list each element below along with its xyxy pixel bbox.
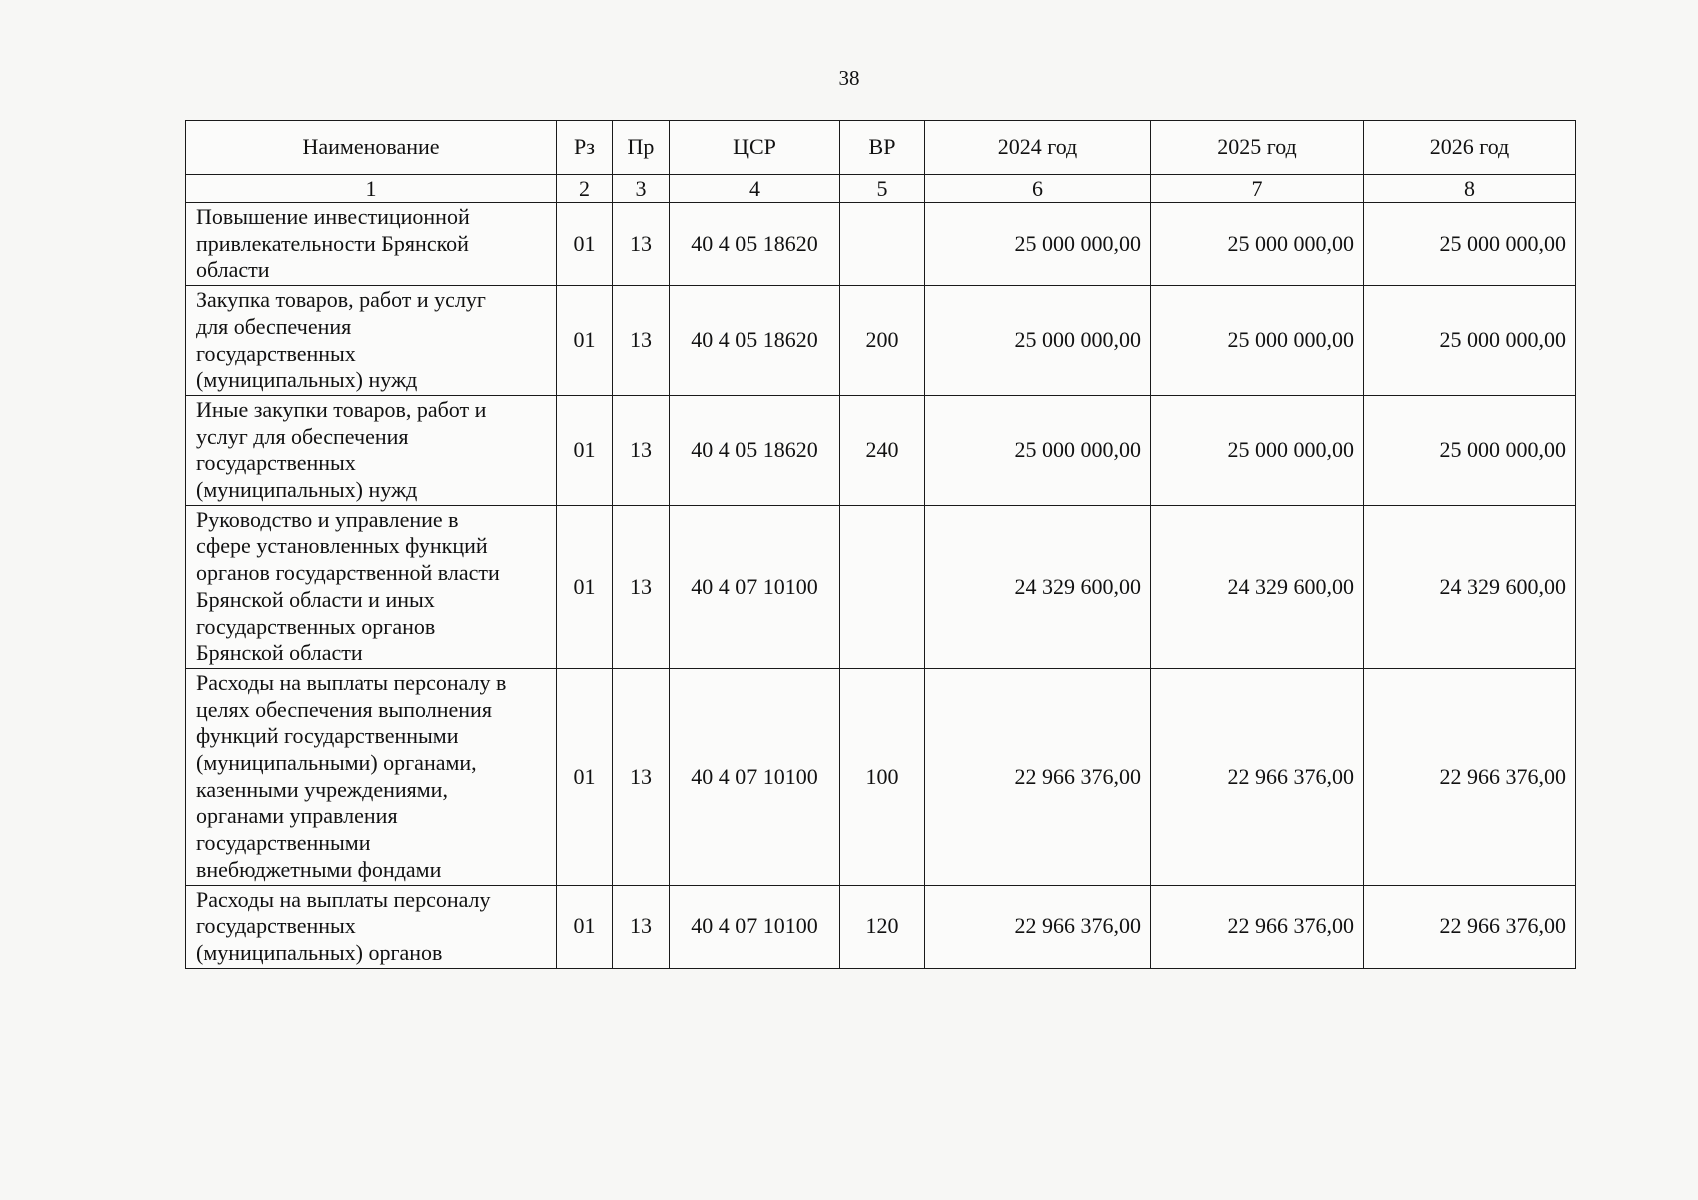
table-row — [186, 505, 1576, 668]
row-name-line: органами управления — [196, 803, 398, 829]
header-2024: 2024 год — [925, 121, 1151, 175]
row-name-line: для обеспечения — [196, 313, 352, 339]
row-rz: 01 — [557, 395, 613, 505]
row-name-line: органов государственной власти — [196, 560, 500, 586]
row-name — [186, 505, 557, 668]
row-rz: 01 — [557, 505, 613, 668]
row-name-line: услуг для обеспечения — [196, 423, 409, 449]
header-rz: Рз — [557, 121, 613, 175]
header-vr: ВР — [840, 121, 925, 175]
row-name-line: Расходы на выплаты персоналу — [196, 886, 491, 912]
column-number: 4 — [670, 175, 840, 203]
row-name-line: Брянской области и иных — [196, 586, 435, 612]
table-row — [186, 203, 1576, 286]
row-vr: 120 — [840, 885, 925, 968]
row-pr: 13 — [613, 885, 670, 968]
row-name-line: государственными — [196, 830, 371, 856]
row-amount-2026: 25 000 000,00 — [1364, 286, 1576, 396]
row-amount-2024: 22 966 376,00 — [925, 885, 1151, 968]
page-number: 38 — [838, 66, 860, 90]
row-rz: 01 — [557, 203, 613, 286]
row-name-line: Повышение инвестиционной — [196, 204, 470, 229]
row-vr — [840, 505, 925, 668]
table-row — [186, 286, 1576, 396]
row-amount-2026: 24 329 600,00 — [1364, 505, 1576, 668]
column-number: 5 — [840, 175, 925, 203]
row-amount-2026: 25 000 000,00 — [1364, 395, 1576, 505]
header-name: Наименование — [186, 121, 557, 175]
row-amount-2024: 25 000 000,00 — [925, 395, 1151, 505]
row-name-line: внебюджетными фондами — [196, 856, 442, 882]
row-csr: 40 4 05 18620 — [670, 395, 840, 505]
row-amount-2025: 24 329 600,00 — [1151, 505, 1364, 668]
row-name-line: привлекательности Брянской — [196, 230, 469, 256]
row-rz: 01 — [557, 885, 613, 968]
row-name-line: Иные закупки товаров, работ и — [196, 396, 487, 422]
row-name — [186, 203, 557, 286]
budget-table — [185, 120, 1576, 969]
row-amount-2024: 25 000 000,00 — [925, 286, 1151, 396]
row-pr: 13 — [613, 505, 670, 668]
column-number-row — [186, 175, 1576, 203]
column-number: 2 — [557, 175, 613, 203]
header-pr: Пр — [613, 121, 670, 175]
column-number: 6 — [925, 175, 1151, 203]
row-name-line: Руководство и управление в — [196, 506, 459, 532]
row-name-line: целях обеспечения выполнения — [196, 696, 492, 722]
row-amount-2024: 24 329 600,00 — [925, 505, 1151, 668]
row-vr: 240 — [840, 395, 925, 505]
column-number: 3 — [613, 175, 670, 203]
row-name — [186, 286, 557, 396]
header-2025: 2025 год — [1151, 121, 1364, 175]
row-vr: 100 — [840, 668, 925, 885]
row-amount-2025: 25 000 000,00 — [1151, 286, 1364, 396]
row-name — [186, 395, 557, 505]
row-name-line: функций государственными — [196, 723, 459, 749]
row-amount-2025: 25 000 000,00 — [1151, 395, 1364, 505]
row-csr: 40 4 07 10100 — [670, 885, 840, 968]
column-number: 8 — [1364, 175, 1576, 203]
row-amount-2026: 22 966 376,00 — [1364, 885, 1576, 968]
row-name-line: Брянской области — [196, 640, 363, 666]
header-csr: ЦСР — [670, 121, 840, 175]
row-name-line: государственных органов — [196, 613, 436, 639]
row-rz: 01 — [557, 668, 613, 885]
row-amount-2024: 22 966 376,00 — [925, 668, 1151, 885]
row-csr: 40 4 05 18620 — [670, 286, 840, 396]
row-name-line: области — [196, 257, 270, 283]
row-pr: 13 — [613, 395, 670, 505]
row-amount-2025: 22 966 376,00 — [1151, 668, 1364, 885]
row-name-line: государственных — [196, 913, 356, 939]
row-amount-2025: 25 000 000,00 — [1151, 203, 1364, 286]
row-pr: 13 — [613, 668, 670, 885]
row-rz: 01 — [557, 286, 613, 396]
row-csr: 40 4 07 10100 — [670, 668, 840, 885]
row-name-line: Расходы на выплаты персоналу в — [196, 669, 507, 695]
row-name-line: (муниципальных) нужд — [196, 477, 418, 503]
row-name-line: (муниципальных) нужд — [196, 367, 418, 393]
row-name-line: (муниципальных) органов — [196, 939, 443, 965]
row-name-line: казенными учреждениями, — [196, 776, 448, 802]
row-name-line: сфере установленных функций — [196, 533, 488, 559]
row-name — [186, 885, 557, 968]
row-name-line: государственных — [196, 340, 356, 366]
row-vr: 200 — [840, 286, 925, 396]
row-amount-2025: 22 966 376,00 — [1151, 885, 1364, 968]
row-pr: 13 — [613, 203, 670, 286]
header-2026: 2026 год — [1364, 121, 1576, 175]
table-row — [186, 395, 1576, 505]
row-csr: 40 4 05 18620 — [670, 203, 840, 286]
column-number: 7 — [1151, 175, 1364, 203]
row-name-line: (муниципальными) органами, — [196, 750, 477, 776]
header-row — [186, 121, 1576, 175]
row-csr: 40 4 07 10100 — [670, 505, 840, 668]
table-row — [186, 668, 1576, 885]
row-name-line: Закупка товаров, работ и услуг — [196, 287, 486, 313]
row-name-line: государственных — [196, 450, 356, 476]
row-vr — [840, 203, 925, 286]
table-row — [186, 885, 1576, 968]
row-name — [186, 668, 557, 885]
row-pr: 13 — [613, 286, 670, 396]
row-amount-2026: 22 966 376,00 — [1364, 668, 1576, 885]
row-amount-2026: 25 000 000,00 — [1364, 203, 1576, 286]
row-amount-2024: 25 000 000,00 — [925, 203, 1151, 286]
column-number: 1 — [186, 175, 557, 203]
